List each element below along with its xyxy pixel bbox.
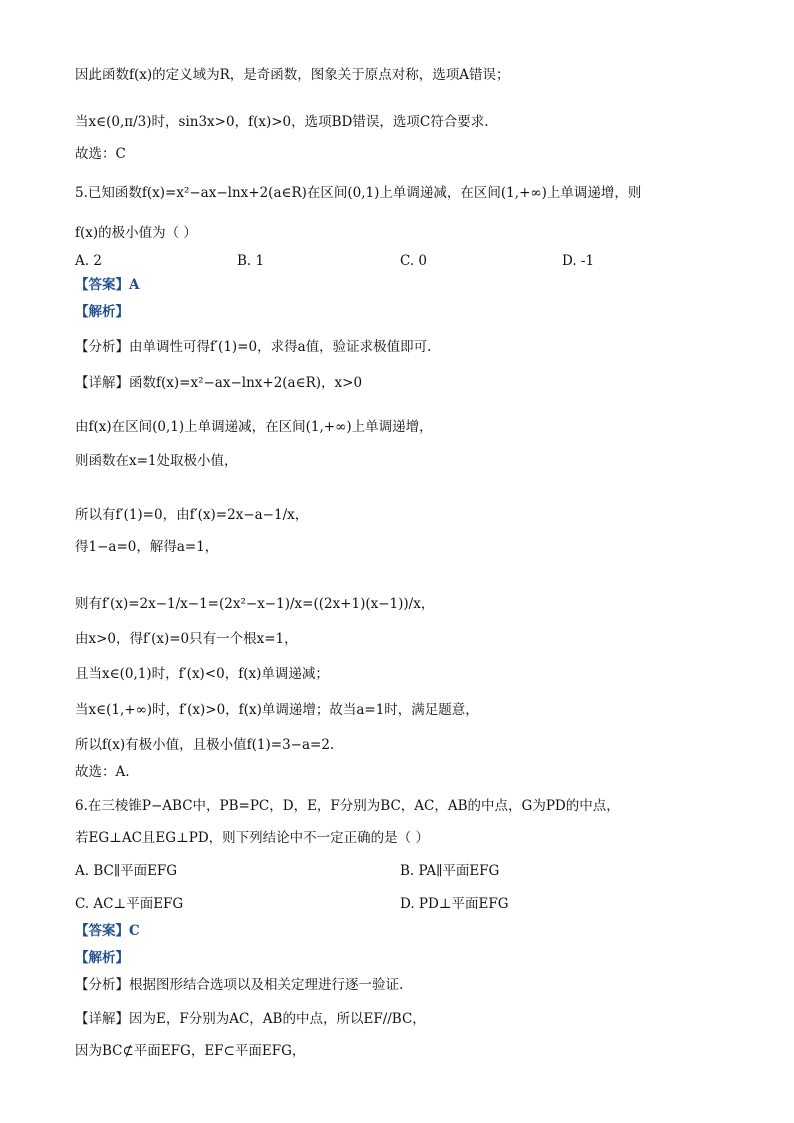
text-line: 且当x∈(0,1)时，f′(x)<0，f(x)单调递减； — [75, 666, 329, 682]
text-line: 得1−a=0，解得a=1， — [75, 539, 219, 555]
text-line: 【分析】根据图形结合选项以及相关定理进行逐一验证. — [75, 977, 404, 993]
text-line: 因此函数f(x)的定义域为R，是奇函数，图象关于原点对称，选项A错误； — [75, 67, 510, 83]
q5-option-c: C. 0 — [400, 253, 428, 269]
text-line: 故选：A. — [75, 764, 130, 780]
q5-option-d: D. -1 — [562, 253, 595, 269]
answer-label: 【答案】A — [75, 277, 140, 293]
q6-option-d: D. PD⊥平面EFG — [400, 896, 509, 912]
q6-option-a: A. BC∥平面EFG — [75, 863, 178, 879]
question-6-stem-cont: 若EG⊥AC且EG⊥PD，则下列结论中不一定正确的是（ ） — [75, 830, 429, 846]
text-line: 所以有f′(1)=0，由f′(x)=2x−a−1/x， — [75, 507, 309, 523]
analysis-label: 【解析】 — [75, 304, 129, 320]
question-6-stem: 6.在三棱锥P−ABC中，PB=PC，D，E，F分别为BC，AC，AB的中点，G为PD的中点， — [75, 798, 620, 814]
question-5-stem-cont: f(x)的极小值为（ ） — [75, 225, 197, 241]
answer-label: 【答案】C — [75, 923, 140, 939]
question-5-stem: 5.已知函数f(x)=x²−ax−lnx+2(a∈R)在区间(0,1)上单调递减，在区间(1,+∞)上单调递增，则 — [75, 185, 642, 201]
text-line: 故选：C — [75, 146, 126, 162]
text-line: 当x∈(1,+∞)时，f′(x)>0，f(x)单调递增；故当a=1时，满足题意， — [75, 702, 479, 718]
analysis-label: 【解析】 — [75, 950, 129, 966]
text-line: 【详解】因为E，F分别为AC，AB的中点，所以EF//BC， — [75, 1011, 426, 1027]
text-line: 【详解】函数f(x)=x²−ax−lnx+2(a∈R)，x>0 — [75, 375, 363, 391]
q5-option-b: B. 1 — [237, 253, 265, 269]
q6-option-b: B. PA∥平面EFG — [400, 863, 500, 879]
q5-option-a: A. 2 — [75, 253, 102, 269]
q6-option-c: C. AC⊥平面EFG — [75, 896, 184, 912]
text-line: 则有f′(x)=2x−1/x−1=(2x²−x−1)/x=((2x+1)(x−1))/x， — [75, 596, 435, 612]
text-line: 【分析】由单调性可得f′(1)=0，求得a值，验证求极值即可. — [75, 339, 432, 355]
text-line: 由x>0，得f′(x)=0只有一个根x=1， — [75, 631, 298, 647]
text-line: 所以f(x)有极小值，且极小值f(1)=3−a=2. — [75, 737, 335, 753]
text-line: 由f(x)在区间(0,1)上单调递减，在区间(1,+∞)上单调递增， — [75, 419, 433, 435]
text-line: 当x∈(0,π/3)时，sin3x>0，f(x)>0，选项BD错误，选项C符合要求. — [75, 114, 489, 130]
text-line: 因为BC⊄平面EFG，EF⊂平面EFG， — [75, 1043, 306, 1059]
text-line: 则函数在x=1处取极小值， — [75, 453, 238, 469]
